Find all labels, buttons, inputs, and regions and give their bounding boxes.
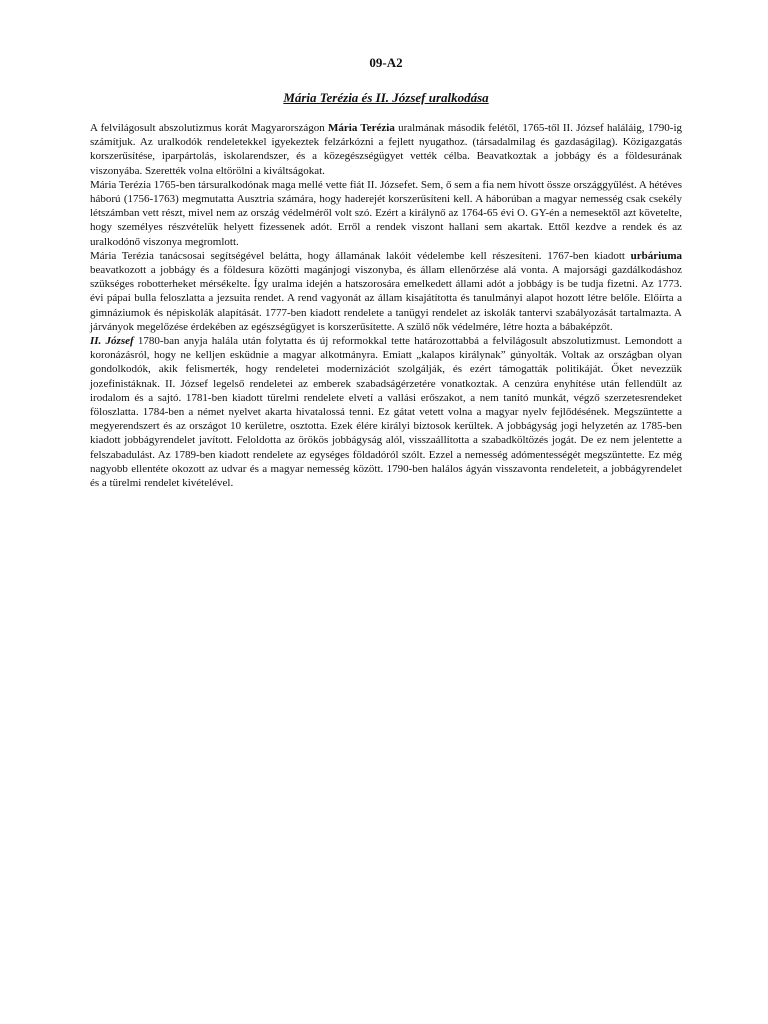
paragraph-reforms-text-a: Mária Terézia tanácsosai segítségével belátta, hogy államának lakóit védelembe kell részesíteni. 1767-ben kiadott [90, 249, 631, 262]
paragraph-jozsef-text: 1780-ban anyja halála után folytatta és új reformokkal tette határozottabbá a felvilágosult abszolutizmust. Lemondott a koronázásról, hogy ne kelljen esküdnie a magyar alkotmányra. Emiatt „kalapos királynak” gúnyolták. Voltak az országban olyan gondolkodók, akik felismerték, hogy rendeletei modernizációt szolgálják, és ezért támogatták politikáját. Őket nevezzük jozefinistáknak. II. József legelső rendeletei az emberek szabadságérzetére vonatkoztak. A cenzúra enyhítése után fellendült az irodalom és a sajtó. 1781-ben kiadott türelmi rendelete elvetí a vallási erőszakot, a nem tanító munkát, végző szerzetesrendeket föloszlatta. 1784-ben a német nyelvet akarta hivatalossá tenni. Ez gátat vetett volna a magyar nyelv fejlődésének. Megszüntette a megyerendszert és az országot 10 kerületre, osztotta. Ezek élére királyi biztosok kerültek. A jobbágyság jogi helyzetén az 1785-ben kiadott jobbágyrendelet javított. Feloldotta az örökös jobbágyság alól, visszaállította a szabadköltözés jogát. De ez nem jelentette a felszabadulást. Az 1789-ben kiadott rendelete az egységes földadóról szólt. Ezzel a nemesség adómentességét megszüntette. Ez még nagyobb ellentéte okozott az udvar és a magyar nemesség között. 1790-ben halálos ágyán visszavonta rendeleteit, a jobbágyrendelet és a türelmi rendelet kivételével. [90, 335, 683, 490]
document-title: Mária Terézia és II. József uralkodása [283, 90, 489, 105]
paragraph-jozsef-bold: II. József [90, 335, 134, 348]
paragraph-reforms-maria-terezia [90, 249, 682, 334]
paragraph-intro-text-b: uralmának második felétől, 1765-től II. József haláláig, 1790-ig számítjuk. Az uralkodók rendeletekkel igyekeztek felzárkózni a fejlett nyugathoz. (társadalmilag és gazdaságilag). Közigazgatás korszerűsítése, iparpártolás, iskolarendszer, és a közegészségügyet vették célba. Beavatkoztak a jobbágy és a földesurának viszonyába. Szerették volna eltörölni a kiváltságokat. [90, 122, 682, 177]
paragraph-coregency: Mária Terézia 1765-ben társuralkodónak maga mellé vette fiát II. Józsefet. Sem, ő sem a fia nem hívott össze országgyűlést. A hétéves háború (1756-1763) megmutatta Ausztria számára, hogy haderejét korszerűsíteni kell. A háborúban a magyar nemesség csak csekély létszámban vett részt, mivel nem az ország védelméről volt szó. Ezért a királynő az 1764-65 évi O. GY-én a nemesektől azt követelte, hogy személyes részvételük helyett fizessenek adót. Erről a rendek viszont hallani sem akartak. Ettől kezdve a rendek és az uralkodónő viszonya megromlott. [90, 178, 682, 248]
document-code: 09-A2 [369, 55, 403, 70]
paragraph-jozsef [90, 334, 682, 490]
paragraph-reforms-bold: urbáriuma [630, 249, 682, 262]
document-body [90, 121, 682, 490]
paragraph-reforms-text-b: beavatkozott a jobbágy és a földesura közötti magánjogi viszonyba, és állam ellenőrzése alá vonta. A majorsági gazdálkodáshoz szükséges robotterheket mérsékelte. Így uralma idején a hatszorosára emelkedett állami adót a jobbágy is be tudja fizetni. Az 1773. évi pápai bulla feloszlatta a jezsuita rendet. A rend vagyonát az állam kisajátította és tanulmányi alapot hozott létre belőle. Előírta a gimnáziumok és népiskolák alapítását. 1777-ben kiadott rendelete a tanügyi rendelet az iskolák tantervi szabályozását tartalmazta. A járványok megelőzése érdekében az egészségügyet is korszerűsítette. A szülő nők védelmére, létre hozta a bábaképzőt. [90, 264, 682, 333]
paragraph-intro [90, 121, 682, 178]
paragraph-intro-text-a: A felvilágosult abszolutizmus korát Magyarországon [90, 122, 329, 134]
paragraph-intro-bold: Mária Terézia [328, 122, 395, 134]
